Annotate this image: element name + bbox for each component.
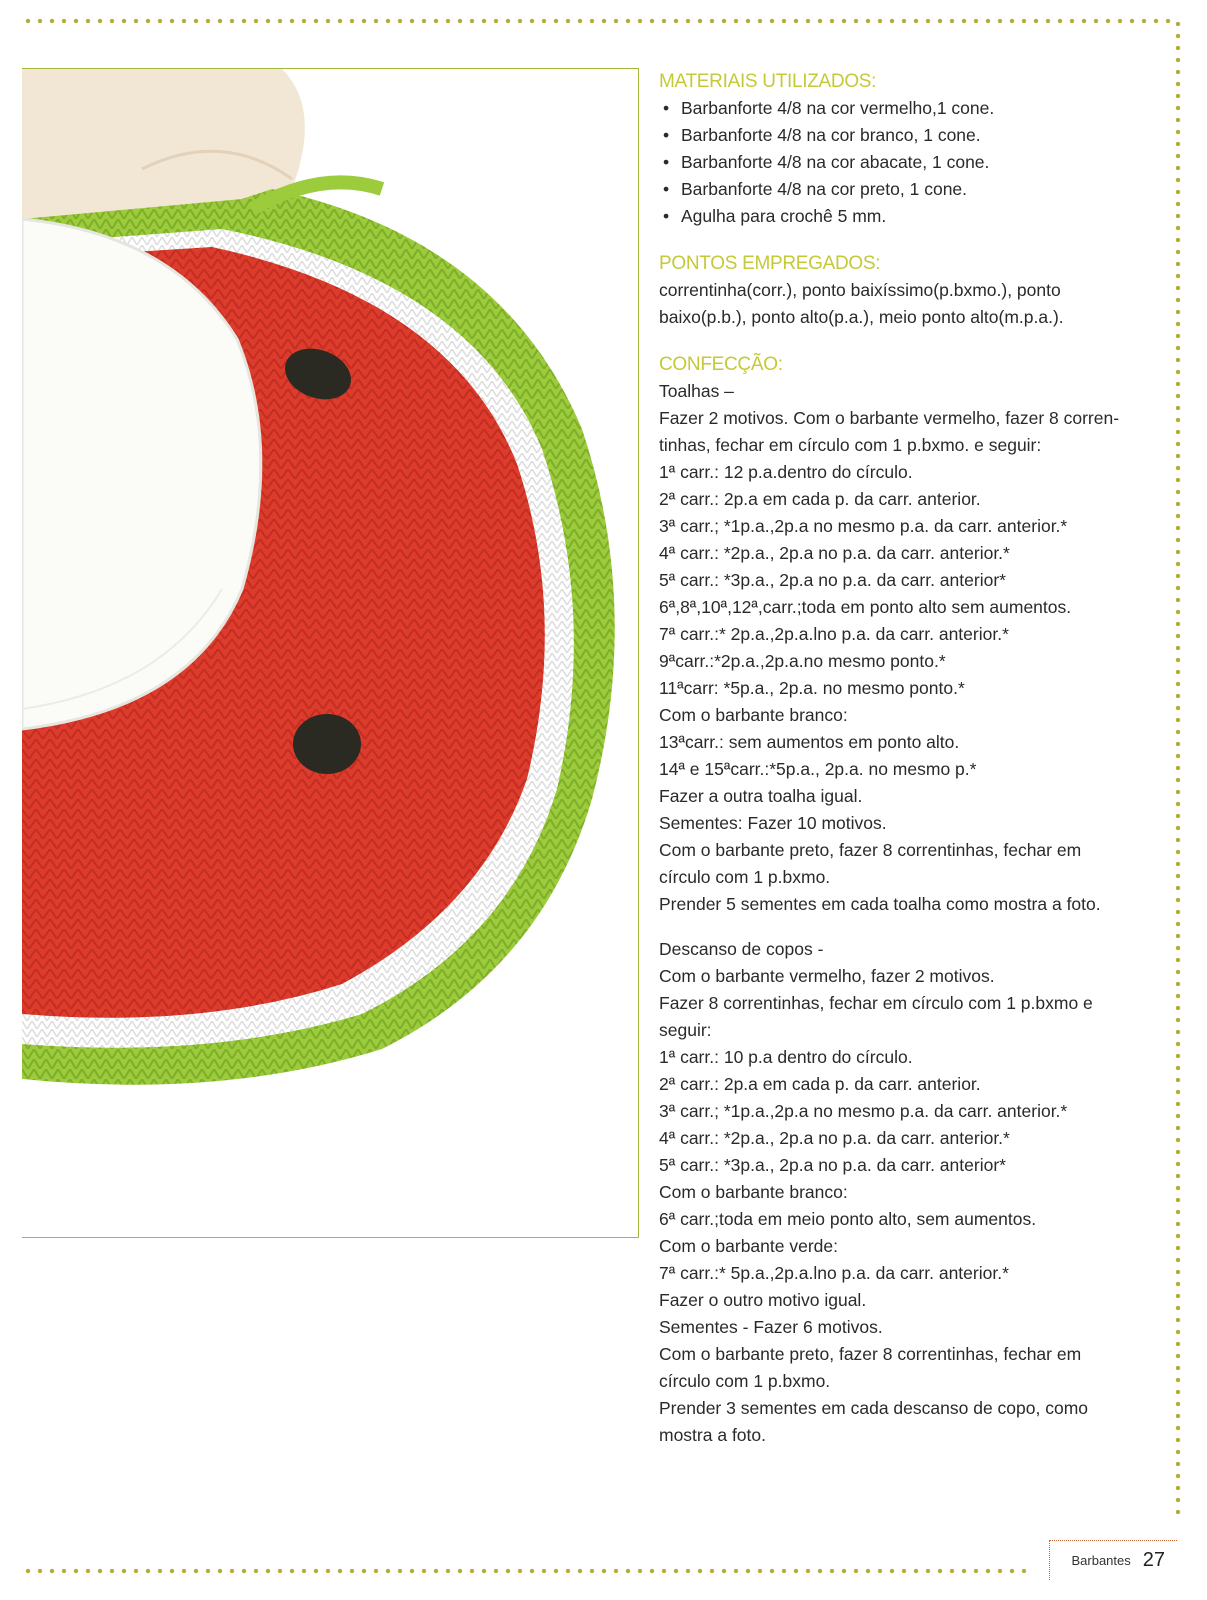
right-dotted-border: [1175, 18, 1181, 1518]
page-number: 27: [1142, 1549, 1165, 1571]
page-footer: [1049, 1540, 1177, 1580]
towel-line: círculo com 1 p.bxmo.: [659, 867, 831, 887]
coaster-line: Fazer o outro motivo igual.: [659, 1290, 867, 1310]
towel-line: 9ªcarr.:*2p.a.,2p.a.no mesmo ponto.*: [659, 651, 946, 671]
stitches-line: baixo(p.b.), ponto alto(p.a.), meio ponto alto(m.p.a.).: [659, 307, 1064, 327]
towels-instructions: [659, 378, 1159, 918]
top-dotted-border: [22, 18, 1177, 24]
towel-line: Fazer a outra toalha igual.: [659, 786, 863, 806]
coaster-line: círculo com 1 p.bxmo.: [659, 1371, 831, 1391]
towel-line: 11ªcarr: *5p.a., 2p.a. no mesmo ponto.*: [659, 678, 965, 698]
seed-2: [293, 714, 361, 774]
coaster-line: 3ª carr.; *1p.a.,2p.a no mesmo p.a. da carr. anterior.*: [659, 1101, 1068, 1121]
coaster-line: Sementes - Fazer 6 motivos.: [659, 1317, 883, 1337]
towel-line: Com o barbante branco:: [659, 705, 848, 725]
coaster-line: 4ª carr.: *2p.a., 2p.a no p.a. da carr. anterior.*: [659, 1128, 1010, 1148]
making-title: CONFECÇÃO:: [659, 354, 783, 375]
coaster-line: Com o barbante verde:: [659, 1236, 838, 1256]
coaster-line: 2ª carr.: 2p.a em cada p. da carr. anterior.: [659, 1074, 981, 1094]
coaster-line: 6ª carr.;toda em meio ponto alto, sem aumentos.: [659, 1209, 1037, 1229]
towel-line: 1ª carr.: 12 p.a.dentro do círculo.: [659, 462, 913, 482]
materials-list: [659, 95, 1159, 230]
bottom-dotted-border: [22, 1568, 1032, 1574]
coaster-line: mostra a foto.: [659, 1425, 766, 1445]
coaster-line: Com o barbante vermelho, fazer 2 motivos.: [659, 966, 995, 986]
coaster-line: seguir:: [659, 1020, 712, 1040]
towel-line: Sementes: Fazer 10 motivos.: [659, 813, 887, 833]
towel-line: Toalhas –: [659, 381, 734, 401]
towel-line: 7ª carr.:* 2p.a.,2p.a.lno p.a. da carr. anterior.*: [659, 624, 1009, 644]
stitches-line: correntinha(corr.), ponto baixíssimo(p.bxmo.), ponto: [659, 280, 1061, 300]
coaster-line: Com o barbante preto, fazer 8 correntinhas, fechar em: [659, 1344, 1082, 1364]
materials-item: • Barbanforte 4/8 na cor abacate, 1 cone.: [663, 149, 1159, 176]
coaster-line: Prender 3 sementes em cada descanso de copo, como: [659, 1398, 1088, 1418]
towel-line: Prender 5 sementes em cada toalha como mostra a foto.: [659, 894, 1101, 914]
towel-line: 3ª carr.; *1p.a.,2p.a no mesmo p.a. da carr. anterior.*: [659, 516, 1068, 536]
coaster-line: 7ª carr.:* 5p.a.,2p.a.lno p.a. da carr. anterior.*: [659, 1263, 1009, 1283]
coaster-line: 1ª carr.: 10 p.a dentro do círculo.: [659, 1047, 913, 1067]
materials-item: • Barbanforte 4/8 na cor branco, 1 cone.: [663, 122, 1159, 149]
towel-line: tinhas, fechar em círculo com 1 p.bxmo. e seguir:: [659, 435, 1042, 455]
watermelon-placemat-photo: [22, 68, 639, 1238]
coaster-line: Com o barbante branco:: [659, 1182, 848, 1202]
towel-line: 2ª carr.: 2p.a em cada p. da carr. anterior.: [659, 489, 981, 509]
towel-line: 5ª carr.: *3p.a., 2p.a no p.a. da carr. anterior*: [659, 570, 1006, 590]
towel-line: Fazer 2 motivos. Com o barbante vermelho, fazer 8 corren-: [659, 408, 1120, 428]
materials-item: • Agulha para crochê 5 mm.: [663, 203, 1159, 230]
towel-line: 13ªcarr.: sem aumentos em ponto alto.: [659, 732, 960, 752]
towel-line: 4ª carr.: *2p.a., 2p.a no p.a. da carr. anterior.*: [659, 543, 1010, 563]
materials-item: • Barbanforte 4/8 na cor vermelho,1 cone.: [663, 95, 1159, 122]
materials-title: MATERIAIS UTILIZADOS:: [659, 71, 877, 92]
coaster-line: Fazer 8 correntinhas, fechar em círculo com 1 p.bxmo e: [659, 993, 1093, 1013]
towel-line: 14ª e 15ªcarr.:*5p.a., 2p.a. no mesmo p.*: [659, 759, 977, 779]
stitches-title: PONTOS EMPREGADOS:: [659, 253, 881, 274]
coaster-line: Descanso de copos -: [659, 939, 824, 959]
towel-line: 6ª,8ª,10ª,12ª,carr.;toda em ponto alto sem aumentos.: [659, 597, 1072, 617]
towel-line: Com o barbante preto, fazer 8 correntinhas, fechar em: [659, 840, 1082, 860]
instructions-column: [659, 68, 1159, 1449]
coasters-instructions: [659, 936, 1159, 1449]
materials-item: • Barbanforte 4/8 na cor preto, 1 cone.: [663, 176, 1159, 203]
magazine-name: Barbantes: [1071, 1553, 1131, 1568]
coaster-line: 5ª carr.: *3p.a., 2p.a no p.a. da carr. anterior*: [659, 1155, 1006, 1175]
